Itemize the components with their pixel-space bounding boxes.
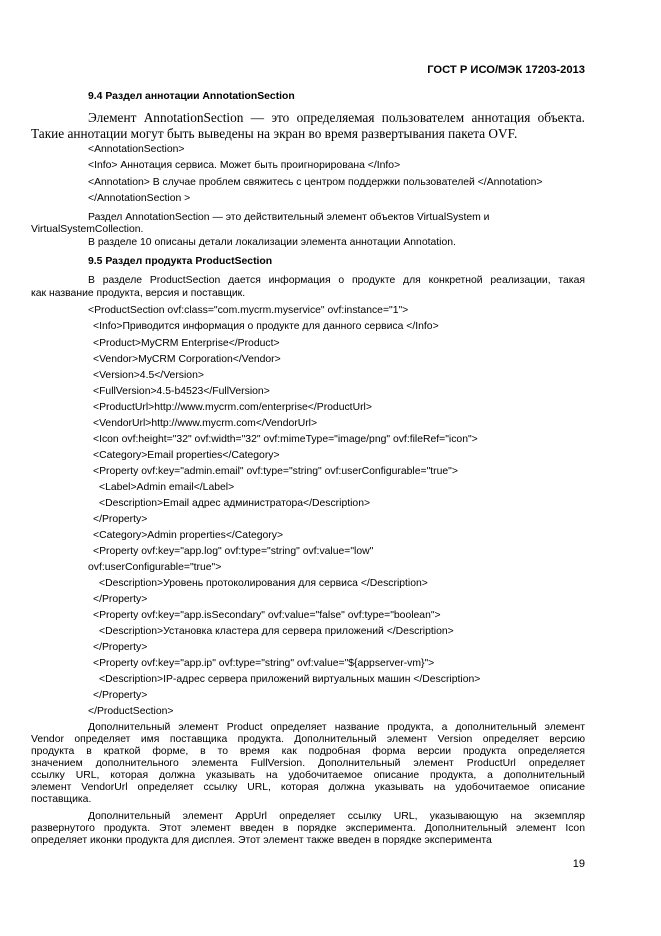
code-line: <Category>Email properties</Category>: [93, 450, 280, 461]
paragraph-line: Элемент AnnotationSection — это определяемая пользователем аннотация объекта.: [88, 110, 585, 125]
paragraph-line: продукта в краткой форме, в то время как подробная форма версии продукта определяется: [31, 746, 585, 757]
code-line: </ProductSection>: [88, 706, 174, 717]
code-line: <ProductSection ovf:class="com.mycrm.myservice" ovf:instance="1">: [88, 305, 409, 316]
code-line: <AnnotationSection>: [88, 144, 185, 155]
code-line: <Property ovf:key="app.ip" ovf:type="string" ovf:value="${appserver-vm}">: [93, 658, 435, 669]
code-line: <ProductUrl>http://www.mycrm.com/enterprise</ProductUrl>: [93, 402, 372, 413]
code-line: </Property>: [93, 594, 148, 605]
code-line: <Version>4.5</Version>: [93, 370, 204, 381]
paragraph-line: Раздел AnnotationSection — это действительный элемент объектов VirtualSystem и: [88, 212, 490, 223]
code-line: <Property ovf:key="app.isSecondary" ovf:value="false" ovf:type="boolean">: [93, 610, 441, 621]
code-line: <Info>Приводится информация о продукте для данного сервиса </Info>: [93, 321, 439, 332]
paragraph-line: значением дополнительного элемента FullVersion. Дополнительный элемент ProductUrl определяет: [31, 758, 585, 769]
code-line: </Property>: [93, 690, 148, 701]
code-line: <FullVersion>4.5-b4523</FullVersion>: [93, 386, 270, 397]
code-line: <Info> Аннотация сервиса. Может быть проигнорирована </Info>: [88, 160, 401, 171]
paragraph-line: элемент VendorUrl определяет ссылку URL, которая должна указывать на удобочитаемое описание: [31, 782, 585, 793]
code-line: <Product>MyCRM Enterprise</Product>: [93, 338, 280, 349]
code-line: <Label>Admin email</Label>: [99, 482, 235, 493]
paragraph-line: Vendor определяет имя поставщика продукта. Дополнительный элемент Version определяет версию: [31, 734, 585, 745]
page-number: 19: [572, 858, 585, 870]
code-line: </AnnotationSection >: [88, 193, 191, 204]
document-header: ГОСТ Р ИСО/МЭК 17203-2013: [427, 64, 585, 76]
paragraph-line: Дополнительный элемент Product определяет название продукта, а дополнительный элемент: [88, 722, 585, 733]
paragraph-line: развернутого продукта. Этот элемент введен в порядке эксперимента. Дополнительный элемент Icon: [31, 823, 585, 834]
paragraph-line: В разделе 10 описаны детали локализации элемента аннотации Annotation.: [88, 237, 456, 248]
paragraph-line: определяет иконки продукта для дисплея. Этот элемент также введен в порядке эксперимента: [31, 835, 492, 846]
paragraph-line: Дополнительный элемент AppUrl определяет ссылку URL, указывающую на экземпляр: [88, 811, 585, 822]
code-line: <Description>IP-адрес сервера приложений виртуальных машин </Description>: [99, 674, 481, 685]
code-line: <Icon ovf:height="32" ovf:width="32" ovf:mimeType="image/png" ovf:fileRef="icon">: [93, 434, 478, 445]
paragraph-line: поставщика.: [31, 794, 92, 805]
code-line: <Vendor>MyCRM Corporation</Vendor>: [93, 354, 281, 365]
paragraph-line: В разделе ProductSection дается информация о продукте для конкретной реализации, такая: [88, 275, 585, 286]
paragraph-line: как название продукта, версия и поставщик.: [31, 288, 246, 299]
paragraph-line: Такие аннотации могут быть выведены на экран во время развертывания пакета OVF.: [31, 126, 518, 141]
code-line: <Property ovf:key="app.log" ovf:type="string" ovf:value="low": [93, 546, 374, 557]
code-line: <VendorUrl>http://www.mycrm.com</VendorUrl>: [93, 418, 318, 429]
section-heading-9-5: 9.5 Раздел продукта ProductSection: [88, 256, 273, 267]
code-line: <Category>Admin properties</Category>: [93, 530, 284, 541]
code-line: </Property>: [93, 514, 148, 525]
paragraph-line: VirtualSystemCollection.: [31, 224, 144, 235]
code-line: ovf:userConfigurable="true">: [88, 562, 222, 573]
code-line: <Property ovf:key="admin.email" ovf:type="string" ovf:userConfigurable="true">: [93, 466, 458, 477]
code-line: <Annotation> В случае проблем свяжитесь с центром поддержки пользователей </Annotation>: [88, 177, 543, 188]
code-line: </Property>: [93, 642, 148, 653]
code-line: <Description>Установка кластера для сервера приложений </Description>: [99, 626, 454, 637]
section-heading-9-4: 9.4 Раздел аннотации AnnotationSection: [88, 91, 295, 102]
paragraph-line: ссылку URL, которая должна указывать на удобочитаемое описание продукта, а дополнительный: [31, 770, 585, 781]
code-line: <Description>Уровень протоколирования для сервиса </Description>: [99, 578, 428, 589]
code-line: <Description>Email адрес администратора</Description>: [99, 498, 371, 509]
